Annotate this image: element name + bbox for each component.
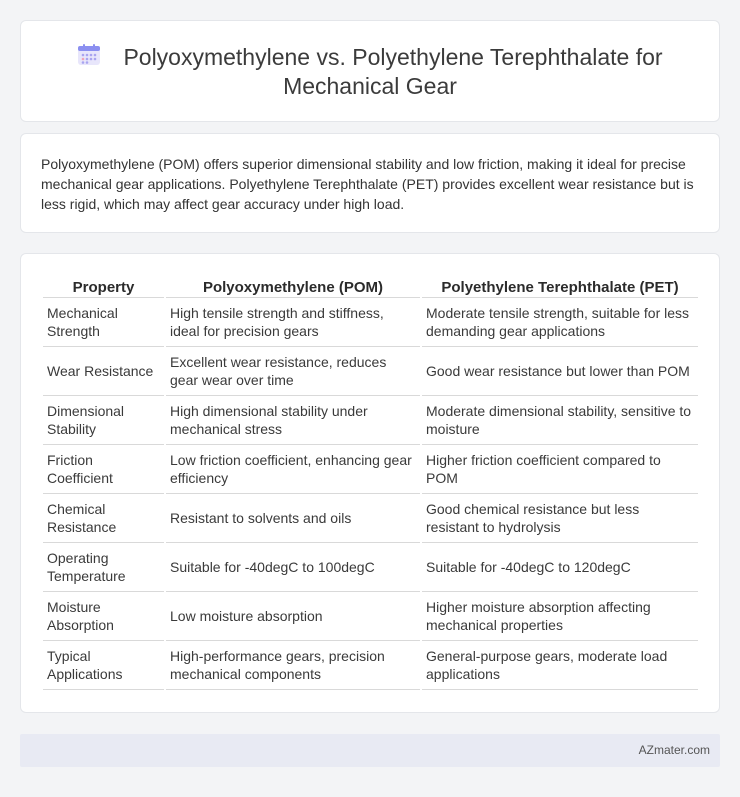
calendar-icon <box>77 44 101 66</box>
pom-cell: High dimensional stability under mechanical stress <box>166 396 420 445</box>
footer-brand[interactable]: AZmater.com <box>638 743 710 757</box>
property-cell: Friction Coefficient <box>43 445 164 494</box>
pet-cell: Higher friction coefficient compared to POM <box>422 445 698 494</box>
pet-cell: General-purpose gears, moderate load applications <box>422 641 698 690</box>
pet-cell: Suitable for -40degC to 120degC <box>422 543 698 592</box>
pet-cell: Moderate dimensional stability, sensitive to moisture <box>422 396 698 445</box>
title-line-2: Mechanical Gear <box>283 73 457 99</box>
pom-cell: High-performance gears, precision mechanical components <box>166 641 420 690</box>
property-cell: Moisture Absorption <box>43 592 164 641</box>
pom-cell: Low moisture absorption <box>166 592 420 641</box>
property-cell: Dimensional Stability <box>43 396 164 445</box>
comparison-table <box>41 274 700 690</box>
title-card <box>20 20 720 122</box>
pom-cell: High tensile strength and stiffness, ideal for precision gears <box>166 298 420 347</box>
table-header-row <box>43 274 698 298</box>
table-row <box>43 445 698 494</box>
header-property: Property <box>43 274 164 298</box>
pet-cell: Good chemical resistance but less resistant to hydrolysis <box>422 494 698 543</box>
table-row <box>43 298 698 347</box>
pom-cell: Suitable for -40degC to 100degC <box>166 543 420 592</box>
table-row <box>43 592 698 641</box>
property-cell: Chemical Resistance <box>43 494 164 543</box>
property-cell: Typical Applications <box>43 641 164 690</box>
header-pet: Polyethylene Terephthalate (PET) <box>422 274 698 298</box>
pet-cell: Good wear resistance but lower than POM <box>422 347 698 396</box>
pom-cell: Resistant to solvents and oils <box>166 494 420 543</box>
pet-cell: Moderate tensile strength, suitable for less demanding gear applications <box>422 298 698 347</box>
table-row <box>43 543 698 592</box>
table-row <box>43 494 698 543</box>
pet-cell: Higher moisture absorption affecting mechanical properties <box>422 592 698 641</box>
table-row <box>43 396 698 445</box>
title-line-1: Polyoxymethylene vs. Polyethylene Terephthalate for <box>123 44 663 70</box>
footer <box>20 734 720 767</box>
property-cell: Operating Temperature <box>43 543 164 592</box>
property-cell: Wear Resistance <box>43 347 164 396</box>
page-title <box>21 43 719 101</box>
table-row <box>43 347 698 396</box>
comparison-card <box>20 253 720 713</box>
table-row <box>43 641 698 690</box>
pom-cell: Excellent wear resistance, reduces gear wear over time <box>166 347 420 396</box>
pom-cell: Low friction coefficient, enhancing gear efficiency <box>166 445 420 494</box>
header-pom: Polyoxymethylene (POM) <box>166 274 420 298</box>
description-text: Polyoxymethylene (POM) offers superior dimensional stability and low friction, making it ideal for precise mechanical gear applications. Polyethylene Terephthalate (PET) provides excellent wear resistance but is less rigid, which may affect gear accuracy under high load. <box>41 156 694 212</box>
description-card <box>20 133 720 233</box>
property-cell: Mechanical Strength <box>43 298 164 347</box>
